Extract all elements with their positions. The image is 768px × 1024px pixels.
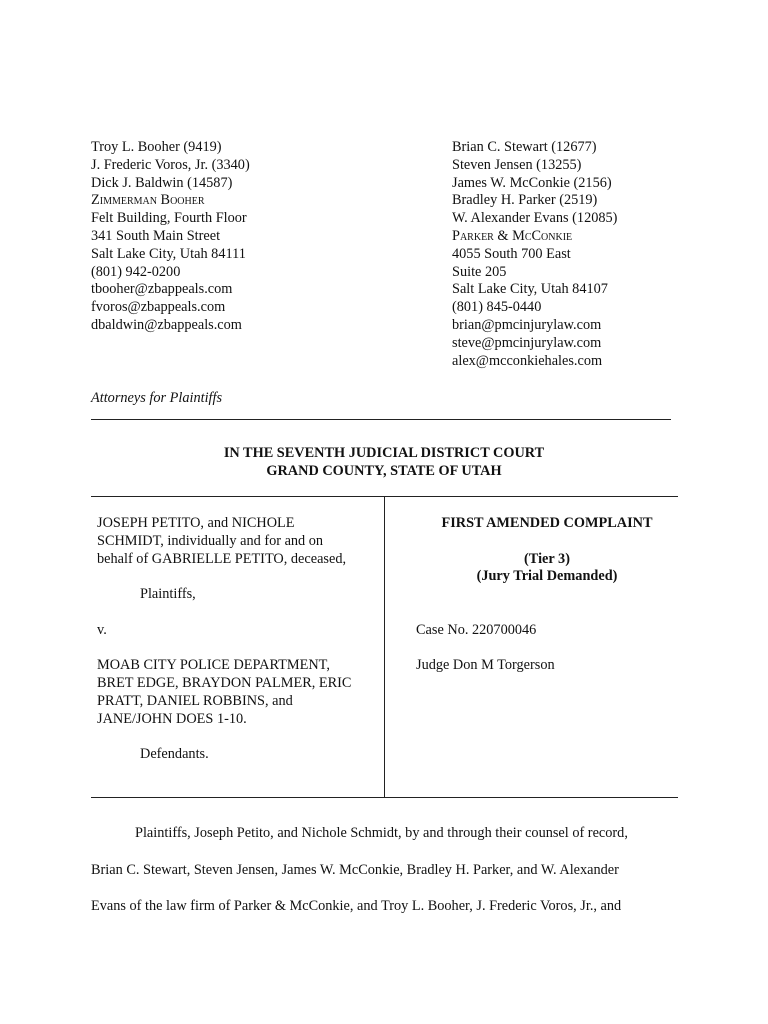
counsel-left-line: Troy L. Booher (9419) — [91, 139, 222, 155]
document-title: FIRST AMENDED COMPLAINT — [441, 515, 653, 531]
counsel-left-line: Salt Lake City, Utah 84111 — [91, 245, 246, 262]
counsel-left-email: fvoros@zbappeals.com — [91, 299, 226, 316]
counsel-right-line: James W. McConkie (2156) — [452, 174, 612, 191]
caption-case-info — [416, 515, 678, 675]
defendant-names-line: BRET EDGE, BRAYDON PALMER, ERIC — [97, 675, 352, 692]
complaint-body — [91, 815, 671, 925]
counsel-right-line: (801) 845-0440 — [452, 299, 542, 316]
defendant-names-line: MOAB CITY POLICE DEPARTMENT, — [97, 657, 330, 674]
spacer — [97, 640, 351, 658]
spacer — [97, 604, 351, 622]
counsel-right-email: steve@pmcinjurylaw.com — [452, 334, 602, 351]
spacer — [416, 640, 678, 658]
counsel-right-line: Brian C. Stewart (12677) — [452, 139, 597, 155]
plaintiff-names-line: SCHMIDT, individually and for and on — [97, 532, 324, 549]
spacer — [416, 533, 678, 551]
plaintiffs-label: Plaintiffs, — [140, 586, 196, 603]
spacer — [416, 586, 678, 604]
caption-parties — [97, 515, 351, 764]
defendant-names-line: PRATT, DANIEL ROBBINS, and — [97, 692, 293, 709]
signature-rule — [91, 419, 671, 420]
counsel-right-email: brian@pmcinjurylaw.com — [452, 316, 602, 333]
counsel-right-line: Steven Jensen (13255) — [452, 156, 582, 173]
judge-name: Judge Don M Torgerson — [416, 657, 555, 674]
defendant-names-line: JANE/JOHN DOES 1-10. — [97, 710, 247, 727]
body-line: Plaintiffs, Joseph Petito, and Nichole Schmidt, by and through their counsel of record, — [135, 825, 628, 841]
case-number: Case No. 220700046 — [416, 621, 537, 638]
counsel-left-email: tbooher@zbappeals.com — [91, 281, 233, 298]
tier-label: (Tier 3) — [524, 550, 570, 567]
counsel-right-line: W. Alexander Evans (12085) — [452, 210, 618, 227]
counsel-left-line: Dick J. Baldwin (14587) — [91, 174, 233, 191]
counsel-left-line: J. Frederic Voros, Jr. (3340) — [91, 156, 250, 173]
spacer — [97, 568, 351, 586]
jury-demand-label: (Jury Trial Demanded) — [476, 568, 618, 585]
spacer — [416, 604, 678, 622]
spacer — [97, 729, 351, 747]
attorneys-for-label: Attorneys for Plaintiffs — [91, 390, 223, 406]
plaintiff-names-line: behalf of GABRIELLE PETITO, deceased, — [97, 550, 347, 567]
court-county: GRAND COUNTY, STATE OF UTAH — [266, 463, 502, 479]
court-heading — [0, 444, 768, 480]
counsel-right-line: Suite 205 — [452, 263, 507, 280]
court-name: IN THE SEVENTH JUDICIAL DISTRICT COURT — [223, 445, 545, 461]
counsel-right-line: Bradley H. Parker (2519) — [452, 192, 598, 209]
counsel-left-email: dbaldwin@zbappeals.com — [91, 316, 242, 333]
counsel-left-line: 341 South Main Street — [91, 227, 221, 244]
counsel-left-line: Felt Building, Fourth Floor — [91, 210, 247, 227]
body-line: Brian C. Stewart, Steven Jensen, James W. McConkie, Bradley H. Parker, and W. Alexander — [91, 861, 619, 878]
caption-divider — [384, 497, 385, 797]
caption-bottom-rule — [91, 797, 678, 798]
counsel-left-line: (801) 942-0200 — [91, 263, 181, 280]
firm-name-left: Zimmerman Booher — [91, 192, 205, 209]
firm-name-right: Parker & McConkie — [452, 227, 573, 244]
counsel-right-line: 4055 South 700 East — [452, 245, 571, 262]
versus-label: v. — [97, 621, 107, 638]
counsel-block-left — [91, 139, 250, 335]
defendants-label: Defendants. — [140, 746, 209, 763]
counsel-right-line: Salt Lake City, Utah 84107 — [452, 281, 608, 298]
plaintiff-names-line: JOSEPH PETITO, and NICHOLE — [97, 515, 295, 531]
body-line: Evans of the law firm of Parker & McConkie, and Troy L. Booher, J. Frederic Voros, Jr., and — [91, 898, 622, 914]
counsel-block-right — [452, 139, 617, 370]
counsel-right-email: alex@mcconkiehales.com — [452, 352, 603, 369]
